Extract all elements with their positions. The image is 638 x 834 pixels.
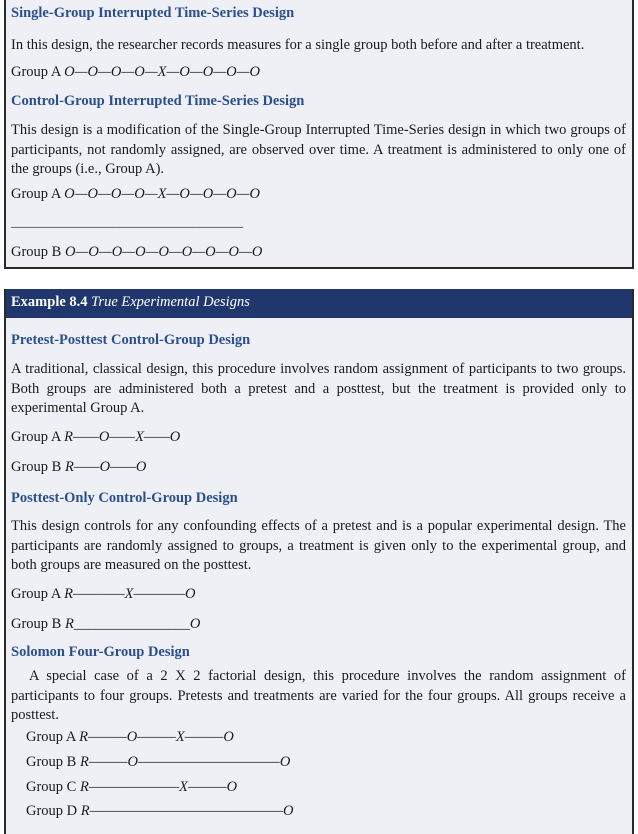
group-c-label: Group C [26, 779, 77, 795]
group-a-label: Group A [11, 186, 61, 202]
group-b-sequence: R________________O [64, 616, 201, 632]
group-b-label: Group B [11, 244, 62, 260]
group-c-sequence: R———————X———O [79, 779, 238, 795]
pretest-posttest-group-a [6, 429, 632, 446]
solomon-group-c [6, 779, 632, 796]
posttest-only-body: This design controls for any confounding effects of a pretest and is a popular experimental design. The participants are randomly assigned to groups, a treatment is given only to the experimental group, and both groups are measured on the posttest. [11, 518, 626, 573]
group-a-label: Group A [11, 586, 61, 602]
group-b-sequence: R———O———————————O [79, 754, 291, 770]
example-label: Example 8.4 [11, 294, 88, 310]
solomon-heading: Solomon Four-Group Design [11, 644, 190, 660]
single-group-notation [6, 64, 632, 81]
group-b-sequence: R——O——O [64, 459, 147, 475]
pretest-posttest-body: A traditional, classical design, this procedure involves random assignment of participants to two groups. Both groups are administered both a pretest and a posttest, but the treatment is provided only to experimental Group A. [11, 361, 626, 416]
posttest-only-heading: Posttest-Only Control-Group Design [11, 490, 238, 506]
group-b-label: Group B [11, 616, 62, 632]
solomon-body: A special case of a 2 X 2 factorial design, this procedure involves the random assignment of participants to four groups. Pretests and treatments are varied for the four groups. All groups receive a posttest. [11, 668, 626, 723]
group-d-sequence: R———————————————O [80, 803, 294, 819]
group-a-sequence: R———O———X———O [79, 729, 234, 745]
solomon-group-a [6, 729, 632, 746]
group-d-label: Group D [26, 803, 78, 819]
posttest-only-group-a [6, 586, 632, 603]
group-a-label: Group A [11, 429, 61, 445]
single-group-body: In this design, the researcher records measures for a single group both before and after a treatment. [11, 37, 585, 53]
control-group-a-notation [6, 186, 632, 203]
posttest-only-group-b [6, 616, 632, 633]
single-group-heading: Single-Group Interrupted Time-Series Design [11, 5, 295, 21]
control-group-body: This design is a modification of the Single-Group Interrupted Time-Series design in which two groups of participants, not randomly assigned, are observed over time. A treatment is administered to only one of the groups (i.e., Group A). [11, 122, 626, 177]
control-group-b-notation [6, 244, 632, 261]
group-a-sequence: O—O—O—O—X—O—O—O—O [64, 186, 260, 202]
example-box [4, 289, 634, 834]
group-b-label: Group B [11, 459, 62, 475]
group-a-sequence: R——O——X——O [64, 429, 181, 445]
quasi-experimental-box [4, 0, 634, 269]
control-group-heading: Control-Group Interrupted Time-Series Design [11, 93, 305, 109]
example-banner [6, 289, 632, 318]
group-a-sequence: R————X————O [64, 586, 196, 602]
example-title: True Experimental Designs [91, 294, 250, 310]
group-b-sequence: O—O—O—O—O—O—O—O—O [64, 244, 263, 260]
pretest-posttest-group-b [6, 459, 632, 476]
solomon-group-b [6, 754, 632, 771]
group-a-label: Group A [11, 64, 61, 80]
group-divider: ________________________________ [11, 215, 243, 229]
solomon-group-d [6, 803, 632, 820]
group-a-label: Group A [26, 729, 76, 745]
group-b-label: Group B [26, 754, 77, 770]
group-a-sequence: O—O—O—O—X—O—O—O—O [64, 64, 260, 80]
pretest-posttest-heading: Pretest-Posttest Control-Group Design [11, 332, 251, 348]
